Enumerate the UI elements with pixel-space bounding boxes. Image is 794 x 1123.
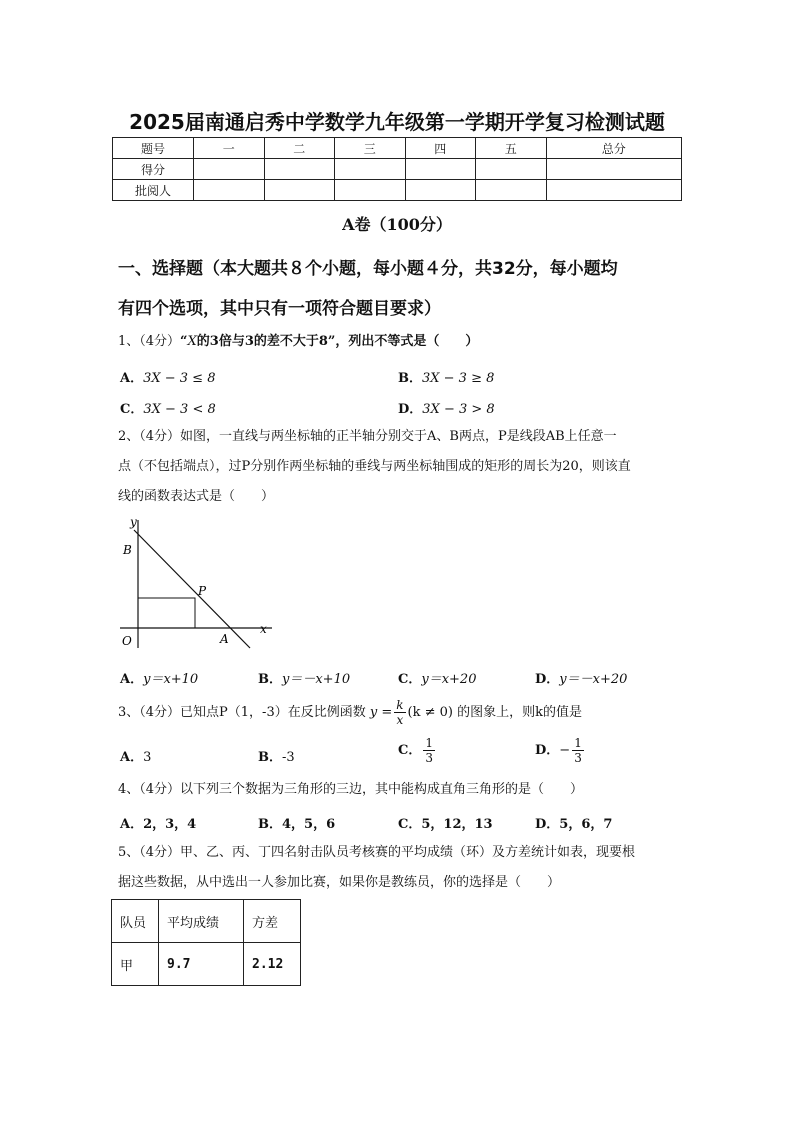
score-cell	[546, 159, 682, 180]
score-table-header-row	[113, 138, 682, 159]
q4-option-c: C．5，12，13	[398, 817, 493, 832]
score-row-label: 得分	[113, 159, 194, 180]
q3-fraction: $\frac{k}{x}$	[396, 698, 404, 727]
q5-header-cell: 平均成绩	[159, 900, 244, 943]
q1-option-a: A．3X − 3 ≤ 8	[120, 371, 216, 386]
score-cell	[335, 159, 406, 180]
section-heading-line1: 一、选择题（本大题共８个小题，每小题４分，共32分，每小题均	[118, 259, 618, 279]
section-heading-line2: 有四个选项，其中只有一项符合题目要求）	[118, 299, 441, 319]
score-cell	[476, 159, 547, 180]
score-table-row	[113, 180, 682, 201]
q1-option-b: B．3X − 3 ≥ 8	[398, 371, 495, 386]
q3-func-lhs: y =	[369, 705, 393, 720]
volume-heading: A卷（100分）	[342, 215, 452, 234]
question-4-stem: 4、（4分）以下列三个数据为三角形的三边，其中能构成直角三角形的是（ ）	[118, 782, 584, 797]
score-cell	[405, 180, 476, 201]
question-2-line1: 2、（4分）如图，一直线与两坐标轴的正半轴分别交于A、B两点，P是线段AB上任意一	[118, 429, 617, 444]
score-header-cell: 二	[264, 138, 335, 159]
q2-option-d: D．y＝－x+20	[535, 672, 628, 687]
q1-option-c: C．3X − 3 < 8	[120, 402, 216, 417]
label-a: A	[220, 632, 229, 646]
score-cell	[405, 159, 476, 180]
label-x: x	[260, 622, 267, 636]
q5-table-header	[112, 900, 301, 943]
q5-cell: 9.7	[159, 943, 244, 986]
question-2-line2: 点（不包括端点），过P分别作两坐标轴的垂线与两坐标轴围成的矩形的周长为20，则该直	[118, 459, 631, 474]
q3-condition: (k ≠ 0)	[407, 705, 453, 720]
score-cell	[194, 159, 265, 180]
score-header-cell: 一	[194, 138, 265, 159]
q5-data-table	[111, 899, 301, 986]
q1-number: 1、（4分）	[118, 334, 181, 349]
rectangle-sides	[138, 598, 195, 628]
q3-option-c: C． $\frac{1}{3}$	[398, 736, 433, 765]
question-1-stem	[118, 327, 683, 357]
score-cell	[194, 180, 265, 201]
score-cell	[264, 159, 335, 180]
q2-option-c: C．y＝x+20	[398, 672, 477, 687]
question-5-line2: 据这些数据，从中选出一人参加比赛，如果你是教练员，你的选择是（ ）	[118, 875, 561, 890]
q5-table-row	[112, 943, 301, 986]
q5-cell: 2.12	[244, 943, 301, 986]
label-p: P	[198, 584, 207, 598]
score-header-cell: 三	[335, 138, 406, 159]
q1-var: X	[187, 334, 197, 349]
q3-pre: 3、（4分）已知点P（1，-3）在反比例函数	[118, 705, 366, 720]
line-ab	[134, 530, 250, 648]
q2-option-b: B．y＝－x+10	[258, 672, 351, 687]
q2-figure	[112, 512, 277, 652]
q3-option-a: A．3	[120, 750, 152, 765]
q4-option-b: B．4，5，6	[258, 817, 336, 832]
question-3-stem	[118, 696, 683, 730]
question-5-line1: 5、（4分）甲、乙、丙、丁四名射击队员考核赛的平均成绩（环）及方差统计如表，现要根	[118, 845, 636, 860]
q1-option-d: D．3X − 3 > 8	[398, 402, 495, 417]
label-y: y	[130, 515, 137, 529]
q3-option-b: B．-3	[258, 750, 295, 765]
q1-stem-a: “	[180, 334, 188, 349]
label-b: B	[123, 543, 132, 557]
page-title: 2025届南通启秀中学数学九年级第一学期开学复习检测试题	[129, 110, 665, 134]
q5-cell: 甲	[112, 943, 159, 986]
q3-option-d: D．− $\frac{1}{3}$	[535, 736, 582, 765]
q4-option-a: A．2，3，4	[120, 817, 197, 832]
q3-post: 的图象上，则k的值是	[457, 705, 583, 720]
q2-option-a: A．y＝x+10	[120, 672, 199, 687]
q1-stem-b: 的3倍与3的差不大于8”，列出不等式是（ ）	[196, 334, 479, 349]
q4-option-d: D．5，6，7	[535, 817, 613, 832]
score-table	[112, 137, 682, 201]
score-row-label: 批阅人	[113, 180, 194, 201]
score-cell	[264, 180, 335, 201]
score-header-cell: 题号	[113, 138, 194, 159]
score-header-cell: 五	[476, 138, 547, 159]
score-header-cell: 四	[405, 138, 476, 159]
question-2-line3: 线的函数表达式是（ ）	[118, 489, 275, 504]
score-cell	[476, 180, 547, 201]
score-cell	[546, 180, 682, 201]
score-cell	[335, 180, 406, 201]
label-o: O	[122, 634, 132, 648]
score-header-cell: 总分	[546, 138, 682, 159]
q5-header-cell: 队员	[112, 900, 159, 943]
q5-header-cell: 方差	[244, 900, 301, 943]
score-table-row	[113, 159, 682, 180]
